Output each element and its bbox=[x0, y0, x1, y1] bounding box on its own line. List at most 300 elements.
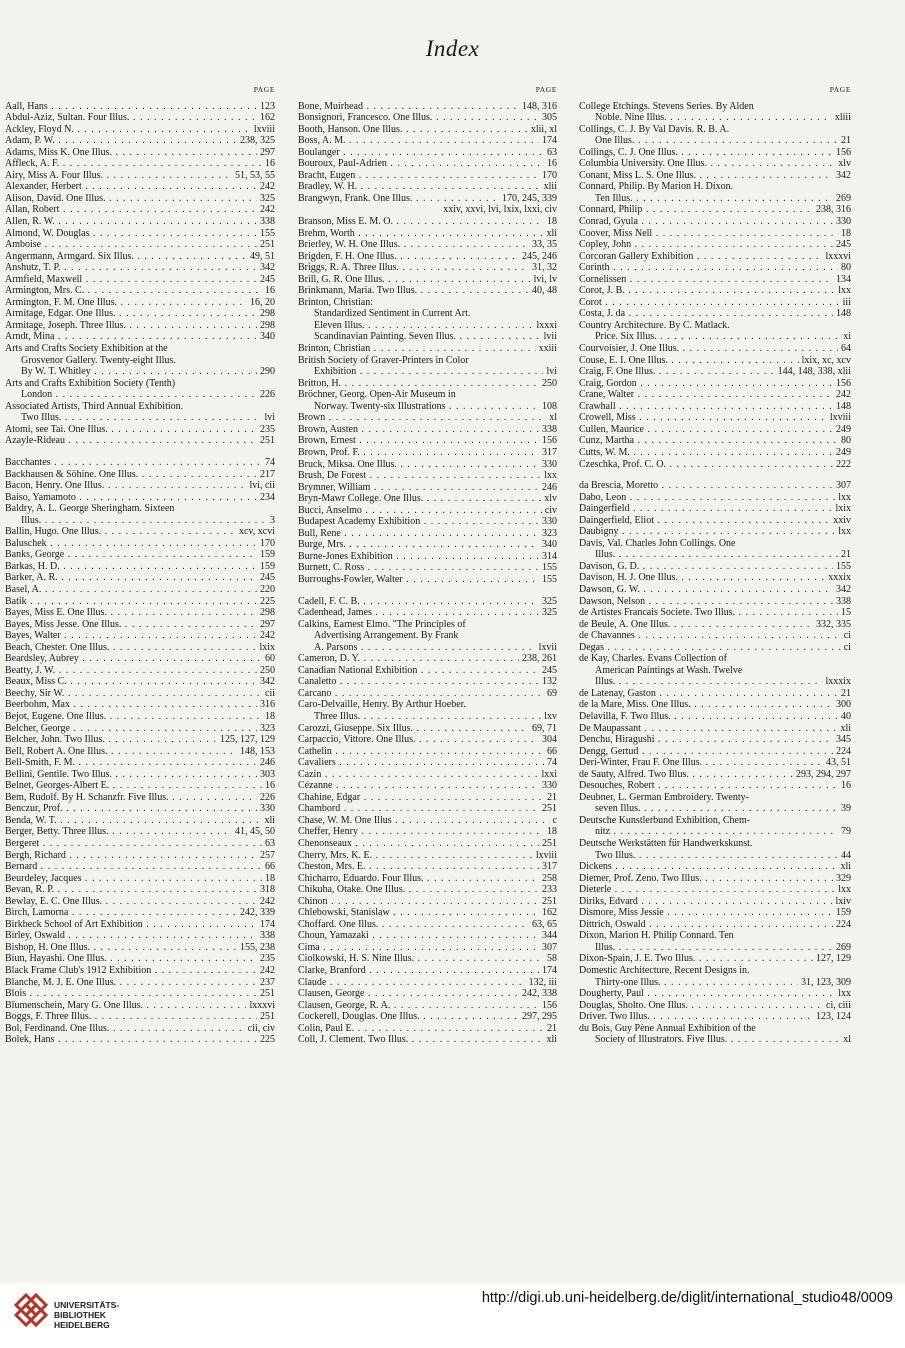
entry-page-ref: lxix bbox=[832, 503, 851, 515]
entry-page-ref: lxx bbox=[835, 285, 851, 297]
index-entry bbox=[298, 723, 557, 735]
index-column-3 bbox=[579, 84, 851, 1046]
entry-text: Bouroux, Paul-Adrien . . . bbox=[298, 158, 557, 170]
entry-text: Bishop, H. One Illus. . . . bbox=[5, 942, 275, 954]
entry-page-ref: 134 bbox=[833, 274, 851, 286]
entry-page-ref: 33, 35 bbox=[529, 239, 557, 251]
entry-page-ref: 325 bbox=[257, 193, 275, 205]
index-entry bbox=[5, 124, 275, 136]
column-header: PAGE bbox=[535, 85, 557, 94]
entry-page-ref: 316 bbox=[257, 699, 275, 711]
entry-text: Aall, Hans . . . bbox=[5, 101, 275, 113]
index-entry bbox=[579, 355, 851, 367]
entry-page-ref: 245 bbox=[257, 572, 275, 584]
entry-page-ref: 226 bbox=[257, 792, 275, 804]
entry-page-ref: 238, 325 bbox=[237, 135, 275, 147]
index-entry bbox=[5, 285, 275, 297]
entry-text: Degas . . . bbox=[579, 642, 851, 654]
entry-text: Baluschek . . . bbox=[5, 538, 275, 550]
entry-text: American Paintings at Wash. Twelve bbox=[595, 664, 743, 676]
entry-page-ref: 226 bbox=[257, 389, 275, 401]
entry-page-ref: lxxxvi bbox=[246, 1000, 275, 1012]
index-entry bbox=[5, 412, 275, 424]
entry-page-ref: 338 bbox=[833, 596, 851, 608]
entry-text: Beatty, J. W. . . . bbox=[5, 665, 275, 677]
entry-page-ref: 156 bbox=[833, 147, 851, 159]
entry-text: Baldry, A. L. George Sheringham. Sixteen bbox=[5, 503, 175, 515]
index-entry bbox=[5, 665, 275, 677]
index-entry bbox=[298, 574, 557, 586]
index-entry bbox=[298, 378, 557, 390]
index-entry bbox=[579, 919, 851, 931]
entry-page-ref: 156 bbox=[539, 435, 557, 447]
entry-page-ref: lxviii bbox=[251, 124, 275, 136]
index-entry bbox=[5, 896, 275, 908]
entry-text: Dixon, Marion H. Philip Connard. Ten bbox=[579, 930, 734, 942]
entry-page-ref: 40, 48 bbox=[529, 285, 557, 297]
entry-text: Abdul-Aziz, Sultan. Four Illus. . . . bbox=[5, 112, 275, 124]
entry-page-ref: 318 bbox=[257, 884, 275, 896]
entry-page-ref: 40 bbox=[838, 711, 851, 723]
entry-text: Belcher, John. Two Illus. . . . bbox=[5, 734, 275, 746]
index-entry bbox=[579, 378, 851, 390]
entry-page-ref: 64 bbox=[838, 343, 851, 355]
entry-page-ref: 148 bbox=[833, 401, 851, 413]
index-entry bbox=[298, 907, 557, 919]
entry-page-ref: 242, 338 bbox=[519, 988, 557, 1000]
entry-page-ref: 159 bbox=[257, 561, 275, 573]
entry-page-ref: 156 bbox=[833, 378, 851, 390]
entry-page-ref: 174 bbox=[257, 919, 275, 931]
entry-text: Ballin, Hugo. One Illus. . . . bbox=[5, 526, 275, 538]
index-entry bbox=[579, 596, 851, 608]
index-entry bbox=[579, 193, 851, 205]
entry-page-ref: lxx bbox=[835, 492, 851, 504]
entry-text: Claude . . . bbox=[298, 977, 557, 989]
index-entry bbox=[5, 561, 275, 573]
index-entry bbox=[579, 642, 851, 654]
entry-text: Belnet, Georges-Albert E. . . . bbox=[5, 780, 275, 792]
entry-page-ref: 123, 124 bbox=[813, 1011, 851, 1023]
entry-text: Canaletto . . . bbox=[298, 676, 557, 688]
entry-text: Three Illus. . . . bbox=[314, 711, 557, 723]
entry-page-ref: 156 bbox=[539, 1000, 557, 1012]
entry-text: Bacon, Henry. One Illus. . . . bbox=[5, 480, 275, 492]
entry-text: Armitage, Edgar. One Illus. . . . bbox=[5, 308, 275, 320]
entry-page-ref: lxx bbox=[541, 470, 557, 482]
entry-text: Douglas, Sholto. One Illus. . . . bbox=[579, 1000, 851, 1012]
entry-page-ref: cii bbox=[262, 688, 275, 700]
entry-page-ref: 15 bbox=[838, 607, 851, 619]
entry-page-ref: 44 bbox=[838, 850, 851, 862]
entry-text: de Beule, A. One Illus. . . . bbox=[579, 619, 851, 631]
entry-page-ref: 330 bbox=[539, 516, 557, 528]
entry-text: Beaux, Miss C. . . . bbox=[5, 676, 275, 688]
index-entry bbox=[298, 1000, 557, 1012]
entry-text: Daubigny . . . bbox=[579, 526, 851, 538]
entry-page-ref: ci, ciii bbox=[823, 1000, 851, 1012]
entry-text: Cunz, Martha . . . bbox=[579, 435, 851, 447]
page-title: Index bbox=[425, 36, 480, 61]
entry-text: Brymner, William . . . bbox=[298, 482, 557, 494]
entry-page-ref: 330 bbox=[539, 459, 557, 471]
entry-text: Driver. Two Illus. . . . bbox=[579, 1011, 851, 1023]
entry-text: Crowell, Miss . . . bbox=[579, 412, 851, 424]
entry-page-ref: 251 bbox=[257, 1011, 275, 1023]
entry-text: Bayes, Miss E. One Illus. . . . bbox=[5, 607, 275, 619]
index-entry bbox=[579, 447, 851, 459]
index-entry bbox=[298, 539, 557, 551]
entry-text: Arts and Crafts Exhibition Society (Tenth) bbox=[5, 377, 176, 389]
entry-page-ref: 338 bbox=[257, 216, 275, 228]
entry-page-ref: 304 bbox=[539, 734, 557, 746]
index-entry bbox=[298, 757, 557, 769]
entry-page-ref: xli bbox=[837, 723, 851, 735]
entry-page-ref: 342 bbox=[257, 262, 275, 274]
index-entry bbox=[579, 977, 851, 989]
entry-text: Dawson, G. W. . . . bbox=[579, 584, 851, 596]
entry-text: Bucci, Anselmo . . . bbox=[298, 505, 557, 517]
index-entry bbox=[5, 723, 275, 735]
entry-text: College Etchings. Stevens Series. By Alden bbox=[579, 100, 754, 112]
entry-text: Cadell, F. C. B. . . . bbox=[298, 596, 557, 608]
index-entry bbox=[298, 331, 557, 343]
index-entry bbox=[579, 711, 851, 723]
index-entry bbox=[5, 549, 275, 561]
index-entry bbox=[5, 158, 275, 170]
entry-page-ref: c bbox=[550, 815, 557, 827]
entry-text: Budapest Academy Exhibition . . . bbox=[298, 516, 557, 528]
entry-text: Thirty-one Illus. . . . bbox=[595, 977, 851, 989]
entry-text: xxiv, xxvi, lvi, lxix, lxxi, civ bbox=[443, 204, 557, 216]
index-entry bbox=[579, 780, 851, 792]
entry-text: Bradley, W. H. . . . bbox=[298, 181, 557, 193]
index-entry bbox=[5, 389, 275, 401]
entry-text: Dickens . . . bbox=[579, 861, 851, 873]
index-entry bbox=[579, 1011, 851, 1023]
index-entry bbox=[579, 389, 851, 401]
entry-page-ref: 303 bbox=[257, 769, 275, 781]
entry-page-ref: 132 bbox=[539, 676, 557, 688]
entry-text: Barker, A. R. . . . bbox=[5, 572, 275, 584]
index-entry bbox=[298, 850, 557, 862]
entry-text: Bejot, Eugene. One Illus. . . . bbox=[5, 711, 275, 723]
source-url-link[interactable]: http://digi.ub.uni-heidelberg.de/diglit/international_studio48/0009 bbox=[481, 1290, 893, 1306]
index-entry bbox=[5, 653, 275, 665]
entry-text: Collings, C. J. One Illus. . . . bbox=[579, 147, 851, 159]
entry-page-ref: 314 bbox=[539, 551, 557, 563]
entry-text: Burge, Mrs. . . . bbox=[298, 539, 557, 551]
index-column-1 bbox=[5, 84, 275, 1046]
entry-text: Deutsche Kunstlerbund Exhibition, Chem- bbox=[579, 814, 751, 826]
index-entry bbox=[579, 930, 851, 942]
entry-page-ref: 234 bbox=[257, 492, 275, 504]
index-entry bbox=[298, 734, 557, 746]
index-entry bbox=[5, 320, 275, 332]
entry-text: Conant, Miss L. S. One Illus. . . . bbox=[579, 170, 851, 182]
entry-text: Brown . . . bbox=[298, 412, 557, 424]
entry-text: Allan, Robert . . . bbox=[5, 204, 275, 216]
entry-text: Dabo, Leon . . . bbox=[579, 492, 851, 504]
entry-text: Basel, A. . . . bbox=[5, 584, 275, 596]
index-entry bbox=[579, 896, 851, 908]
index-entry bbox=[5, 688, 275, 700]
entry-page-ref: 242, 339 bbox=[237, 907, 275, 919]
entry-page-ref: 242 bbox=[257, 896, 275, 908]
index-entry bbox=[5, 815, 275, 827]
index-entry bbox=[579, 297, 851, 309]
entry-page-ref: 250 bbox=[257, 665, 275, 677]
entry-page-ref: 344 bbox=[539, 930, 557, 942]
entry-page-ref: 69, 71 bbox=[529, 723, 557, 735]
index-entry bbox=[298, 953, 557, 965]
entry-page-ref: 307 bbox=[833, 480, 851, 492]
index-entry bbox=[298, 320, 557, 332]
index-entry bbox=[5, 503, 275, 515]
index-entry bbox=[5, 965, 275, 977]
index-entry bbox=[579, 204, 851, 216]
index-entry bbox=[5, 274, 275, 286]
entry-text: Backhausen & Söhine. One Illus. . . . bbox=[5, 469, 275, 481]
entry-page-ref: 148 bbox=[833, 308, 851, 320]
entry-text: By W. T. Whitley . . . bbox=[21, 366, 275, 378]
index-entry bbox=[5, 181, 275, 193]
entry-text: Benczur, Prof. . . . bbox=[5, 803, 275, 815]
entry-text: Birch, Lamorna . . . bbox=[5, 907, 275, 919]
entry-page-ref: 63, 65 bbox=[529, 919, 557, 931]
index-entry bbox=[579, 320, 851, 332]
entry-page-ref: 245 bbox=[833, 239, 851, 251]
entry-page-ref: 238, 316 bbox=[813, 204, 851, 216]
index-entry bbox=[579, 907, 851, 919]
index-entry bbox=[5, 930, 275, 942]
entry-text: Bacchantes . . . bbox=[5, 457, 275, 469]
index-entry bbox=[298, 551, 557, 563]
entry-page-ref: 235 bbox=[257, 953, 275, 965]
entry-text: de la Mare, Miss. One Illus. . . . bbox=[579, 699, 851, 711]
index-entry bbox=[5, 642, 275, 654]
entry-page-ref: 79 bbox=[838, 826, 851, 838]
index-entry bbox=[298, 711, 557, 723]
index-entry bbox=[298, 412, 557, 424]
entry-page-ref: lxviii bbox=[827, 412, 851, 424]
entry-page-ref: 323 bbox=[257, 723, 275, 735]
entry-text: Branson, Miss E. M. O. . . . bbox=[298, 216, 557, 228]
entry-text: Chikuha, Otake. One Illus. . . . bbox=[298, 884, 557, 896]
entry-page-ref: 162 bbox=[257, 112, 275, 124]
entry-text: Coll, J. Clement. Two Illus. . . . bbox=[298, 1034, 557, 1046]
column-header: PAGE bbox=[253, 85, 275, 94]
entry-text: Bruck, Miksa. One Illus. . . . bbox=[298, 459, 557, 471]
entry-page-ref: 342 bbox=[833, 584, 851, 596]
entry-text: Brown, Ernest . . . bbox=[298, 435, 557, 447]
entry-text: Denchu, Hiragushi . . . bbox=[579, 734, 851, 746]
index-entry bbox=[5, 147, 275, 159]
index-entry bbox=[579, 112, 851, 124]
index-entry bbox=[5, 331, 275, 343]
index-entry bbox=[5, 1011, 275, 1023]
library-name bbox=[54, 1300, 119, 1330]
entry-page-ref: 123 bbox=[257, 101, 275, 113]
entry-page-ref: 338 bbox=[257, 930, 275, 942]
entry-page-ref: 174 bbox=[539, 965, 557, 977]
entry-page-ref: 325 bbox=[539, 596, 557, 608]
entry-page-ref: 108 bbox=[539, 401, 557, 413]
entry-page-ref: ci bbox=[841, 642, 851, 654]
entry-text: de Kay, Charles. Evans Collection of bbox=[579, 653, 727, 665]
entry-page-ref: 69 bbox=[544, 688, 557, 700]
entry-text: Clausen, George . . . bbox=[298, 988, 557, 1000]
entry-text: Clarke, Branford . . . bbox=[298, 965, 557, 977]
entry-text: Boggs, F. Three Illus. . . . bbox=[5, 1011, 275, 1023]
entry-text: Ten Illus. . . . bbox=[595, 193, 851, 205]
index-entry bbox=[579, 135, 851, 147]
entry-text: Belcher, George . . . bbox=[5, 723, 275, 735]
entry-text: One Illus. . . . bbox=[595, 135, 851, 147]
index-entry bbox=[5, 953, 275, 965]
index-entry bbox=[579, 228, 851, 240]
index-entry bbox=[298, 505, 557, 517]
entry-text: Canadian National Exhibition . . . bbox=[298, 665, 557, 677]
index-entry bbox=[5, 526, 275, 538]
index-entry bbox=[579, 331, 851, 343]
entry-page-ref: 162 bbox=[539, 907, 557, 919]
index-entry bbox=[579, 746, 851, 758]
entry-text: Beach, Chester. One Illus. . . . bbox=[5, 642, 275, 654]
entry-text: Daingerfield . . . bbox=[579, 503, 851, 515]
index-entry bbox=[579, 838, 851, 850]
entry-page-ref: civ bbox=[542, 505, 557, 517]
index-entry bbox=[579, 308, 851, 320]
entry-page-ref: lvii bbox=[541, 331, 557, 343]
index-entry bbox=[5, 630, 275, 642]
entry-text: Affleck, A. F. . . . bbox=[5, 158, 275, 170]
index-entry bbox=[579, 538, 851, 550]
index-entry bbox=[579, 101, 851, 113]
index-entry bbox=[5, 746, 275, 758]
index-entry bbox=[298, 297, 557, 309]
entry-text: Norway. Twenty-six Illustrations . . . bbox=[314, 401, 557, 413]
entry-text: Diriks, Edvard . . . bbox=[579, 896, 851, 908]
entry-page-ref: 245, 246 bbox=[519, 251, 557, 263]
entry-page-ref: xi bbox=[840, 331, 851, 343]
entry-page-ref: 330 bbox=[539, 780, 557, 792]
entry-text: Burnett, C. Ross . . . bbox=[298, 562, 557, 574]
entry-page-ref: 269 bbox=[833, 942, 851, 954]
entry-text: Adams, Miss K. One Illus. . . . bbox=[5, 147, 275, 159]
entry-text: Birkbeck School of Art Exhibition . . . bbox=[5, 919, 275, 931]
entry-page-ref: 16 bbox=[838, 780, 851, 792]
entry-page-ref: 297 bbox=[257, 619, 275, 631]
index-entry bbox=[579, 630, 851, 642]
index-entry bbox=[298, 528, 557, 540]
entry-page-ref: 21 bbox=[838, 688, 851, 700]
index-entry bbox=[5, 262, 275, 274]
library-name-line: HEIDELBERG bbox=[54, 1320, 110, 1330]
index-entry bbox=[579, 676, 851, 688]
entry-text: Bellini, Gentile. Two Illus. . . . bbox=[5, 769, 275, 781]
entry-page-ref: 317 bbox=[539, 861, 557, 873]
index-entry bbox=[298, 942, 557, 954]
entry-page-ref: 155 bbox=[539, 574, 557, 586]
index-entry bbox=[579, 526, 851, 538]
index-entry bbox=[579, 492, 851, 504]
index-entry bbox=[579, 147, 851, 159]
index-entry bbox=[298, 619, 557, 631]
entry-text: Berger, Betty. Three Illus. . . . bbox=[5, 826, 275, 838]
entry-page-ref: lvi, lv bbox=[531, 274, 557, 286]
entry-text: Craig, Gordon . . . bbox=[579, 378, 851, 390]
entry-text: de Sauty, Alfred. Two Illus. . . . bbox=[579, 769, 851, 781]
index-entry bbox=[298, 447, 557, 459]
index-entry bbox=[579, 515, 851, 527]
entry-page-ref: 242 bbox=[257, 630, 275, 642]
entry-page-ref: 74 bbox=[544, 757, 557, 769]
entry-text: Baiso, Yamamoto . . . bbox=[5, 492, 275, 504]
entry-text: Dismore, Miss Jessie . . . bbox=[579, 907, 851, 919]
index-entry bbox=[579, 424, 851, 436]
entry-text: Davis, Val. Charles John Collings. One bbox=[579, 537, 736, 549]
entry-page-ref: lvi, cii bbox=[246, 480, 275, 492]
index-entry bbox=[579, 826, 851, 838]
entry-text: Deutsche Werkstätten für Handwerkskunst. bbox=[579, 838, 753, 849]
entry-text: Deri-Winter, Frau F. One Illus. . . . bbox=[579, 757, 851, 769]
entry-text: Bryn-Mawr College. One Illus. . . . bbox=[298, 493, 557, 505]
entry-page-ref: 251 bbox=[539, 803, 557, 815]
entry-page-ref: 41, 45, 50 bbox=[232, 826, 275, 838]
entry-text: Illus. . . . bbox=[595, 676, 851, 688]
entry-text: Bracht, Eugen . . . bbox=[298, 170, 557, 182]
index-entry bbox=[5, 480, 275, 492]
entry-text: da Brescia, Moretto . . . bbox=[579, 480, 851, 492]
entry-page-ref: lxxxvi bbox=[822, 251, 851, 263]
index-entry bbox=[298, 170, 557, 182]
entry-page-ref: 332, 335 bbox=[813, 619, 851, 631]
entry-page-ref: 305 bbox=[539, 112, 557, 124]
index-column-2 bbox=[298, 84, 557, 1046]
entry-page-ref: 251 bbox=[257, 988, 275, 1000]
index-entry bbox=[579, 942, 851, 954]
index-entry bbox=[298, 216, 557, 228]
index-entry bbox=[5, 469, 275, 481]
index-entry bbox=[298, 1023, 557, 1035]
entry-page-ref: 174 bbox=[539, 135, 557, 147]
index-entry bbox=[5, 216, 275, 228]
entry-page-ref: xcv, xcvi bbox=[236, 526, 275, 538]
entry-text: Advertising Arrangement. By Frank bbox=[314, 630, 459, 642]
index-entry bbox=[298, 101, 557, 113]
index-entry bbox=[579, 769, 851, 781]
entry-text: Cazin . . . bbox=[298, 769, 557, 781]
index-entry bbox=[5, 907, 275, 919]
index-entry bbox=[579, 850, 851, 862]
entry-text: Ciolkowski, H. S. Nine Illus. . . . bbox=[298, 953, 557, 965]
entry-page-ref: xxiii bbox=[536, 343, 557, 355]
entry-page-ref: 148, 316 bbox=[519, 101, 557, 113]
index-entry bbox=[298, 401, 557, 413]
entry-page-ref: 342 bbox=[833, 170, 851, 182]
index-entry bbox=[298, 607, 557, 619]
index-entry bbox=[579, 124, 851, 136]
entry-text: Dixon-Spain, J. E. Two Illus. . . . bbox=[579, 953, 851, 965]
index-entry bbox=[579, 285, 851, 297]
entry-page-ref: 297, 295 bbox=[519, 1011, 557, 1023]
entry-page-ref: 58 bbox=[544, 953, 557, 965]
entry-page-ref: lxvii bbox=[536, 642, 557, 654]
index-entry bbox=[5, 769, 275, 781]
entry-page-ref: lxix bbox=[256, 642, 275, 654]
index-entry bbox=[298, 630, 557, 642]
